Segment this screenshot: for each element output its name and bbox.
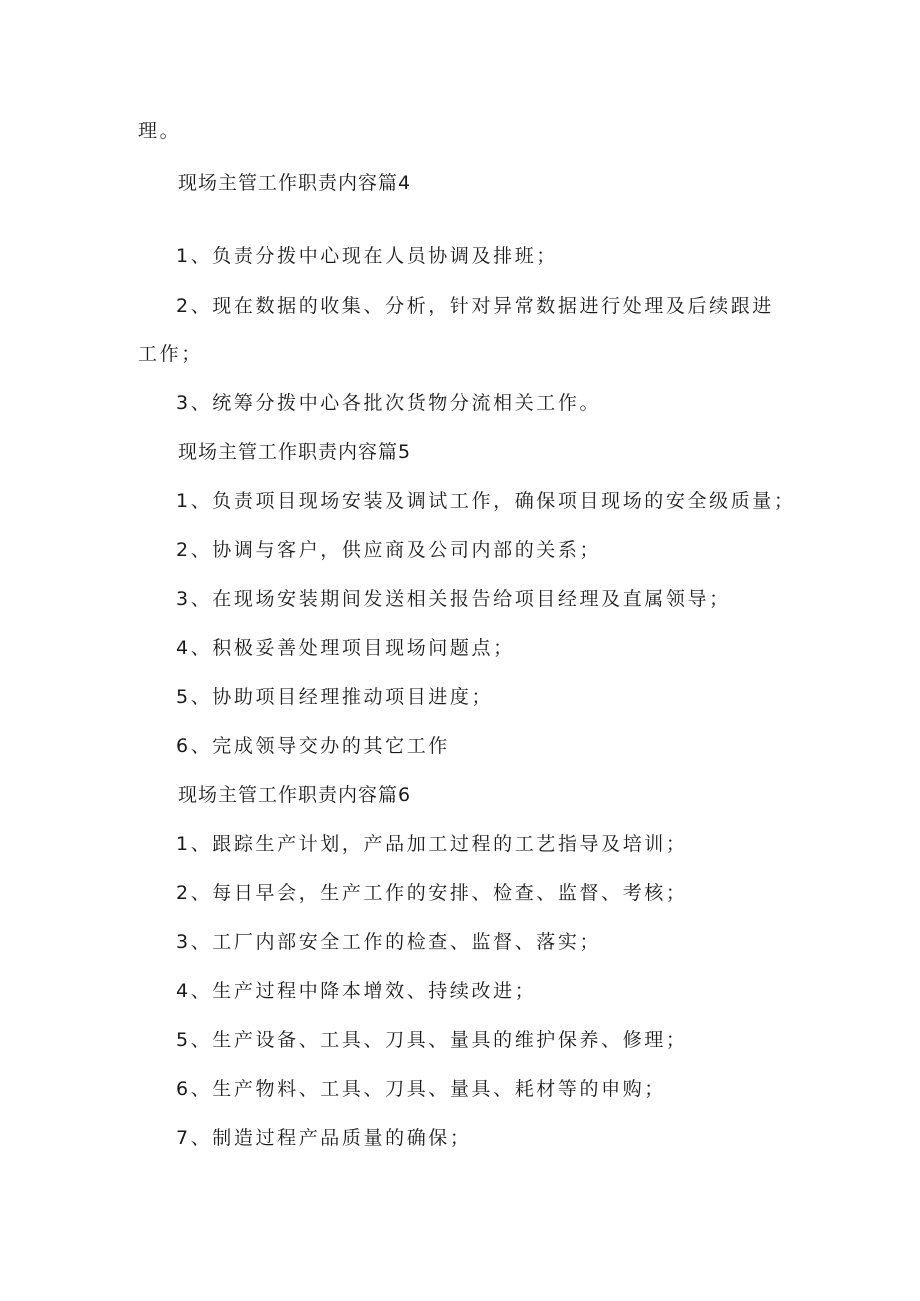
list-item: 6、完成领导交办的其它工作	[176, 735, 450, 757]
section-heading-4: 现场主管工作职责内容篇4	[178, 172, 412, 194]
list-item: 1、负责分拨中心现在人员协调及排班；	[176, 245, 558, 267]
section-heading-5: 现场主管工作职责内容篇5	[178, 441, 412, 463]
list-item: 1、跟踪生产计划，产品加工过程的工艺指导及培训；	[176, 833, 688, 855]
section-heading-6: 现场主管工作职责内容篇6	[178, 784, 412, 806]
list-item: 1、负责项目现场安装及调试工作，确保项目现场的安全级质量；	[176, 490, 796, 512]
list-item: 4、生产过程中降本增效、持续改进；	[176, 980, 537, 1002]
list-item-continuation: 工作；	[138, 343, 203, 365]
list-item: 2、现在数据的收集、分析，针对异常数据进行处理及后续跟进	[176, 295, 774, 317]
paragraph-continuation: 理。	[138, 120, 182, 142]
list-item: 2、每日早会，生产工作的安排、检查、监督、考核；	[176, 882, 688, 904]
list-item: 2、协调与客户，供应商及公司内部的关系；	[176, 539, 602, 561]
list-item: 3、统筹分拨中心各批次货物分流相关工作。	[176, 392, 602, 414]
list-item: 5、生产设备、工具、刀具、量具的维护保养、修理；	[176, 1029, 688, 1051]
list-item: 5、协助项目经理推动项目进度；	[176, 686, 494, 708]
list-item: 4、积极妥善处理项目现场问题点；	[176, 637, 515, 659]
list-item: 6、生产物料、工具、刀具、量具、耗材等的申购；	[176, 1078, 666, 1100]
list-item: 3、工厂内部安全工作的检查、监督、落实；	[176, 931, 602, 953]
list-item: 3、在现场安装期间发送相关报告给项目经理及直属领导；	[176, 588, 731, 610]
list-item: 7、制造过程产品质量的确保；	[176, 1127, 472, 1149]
